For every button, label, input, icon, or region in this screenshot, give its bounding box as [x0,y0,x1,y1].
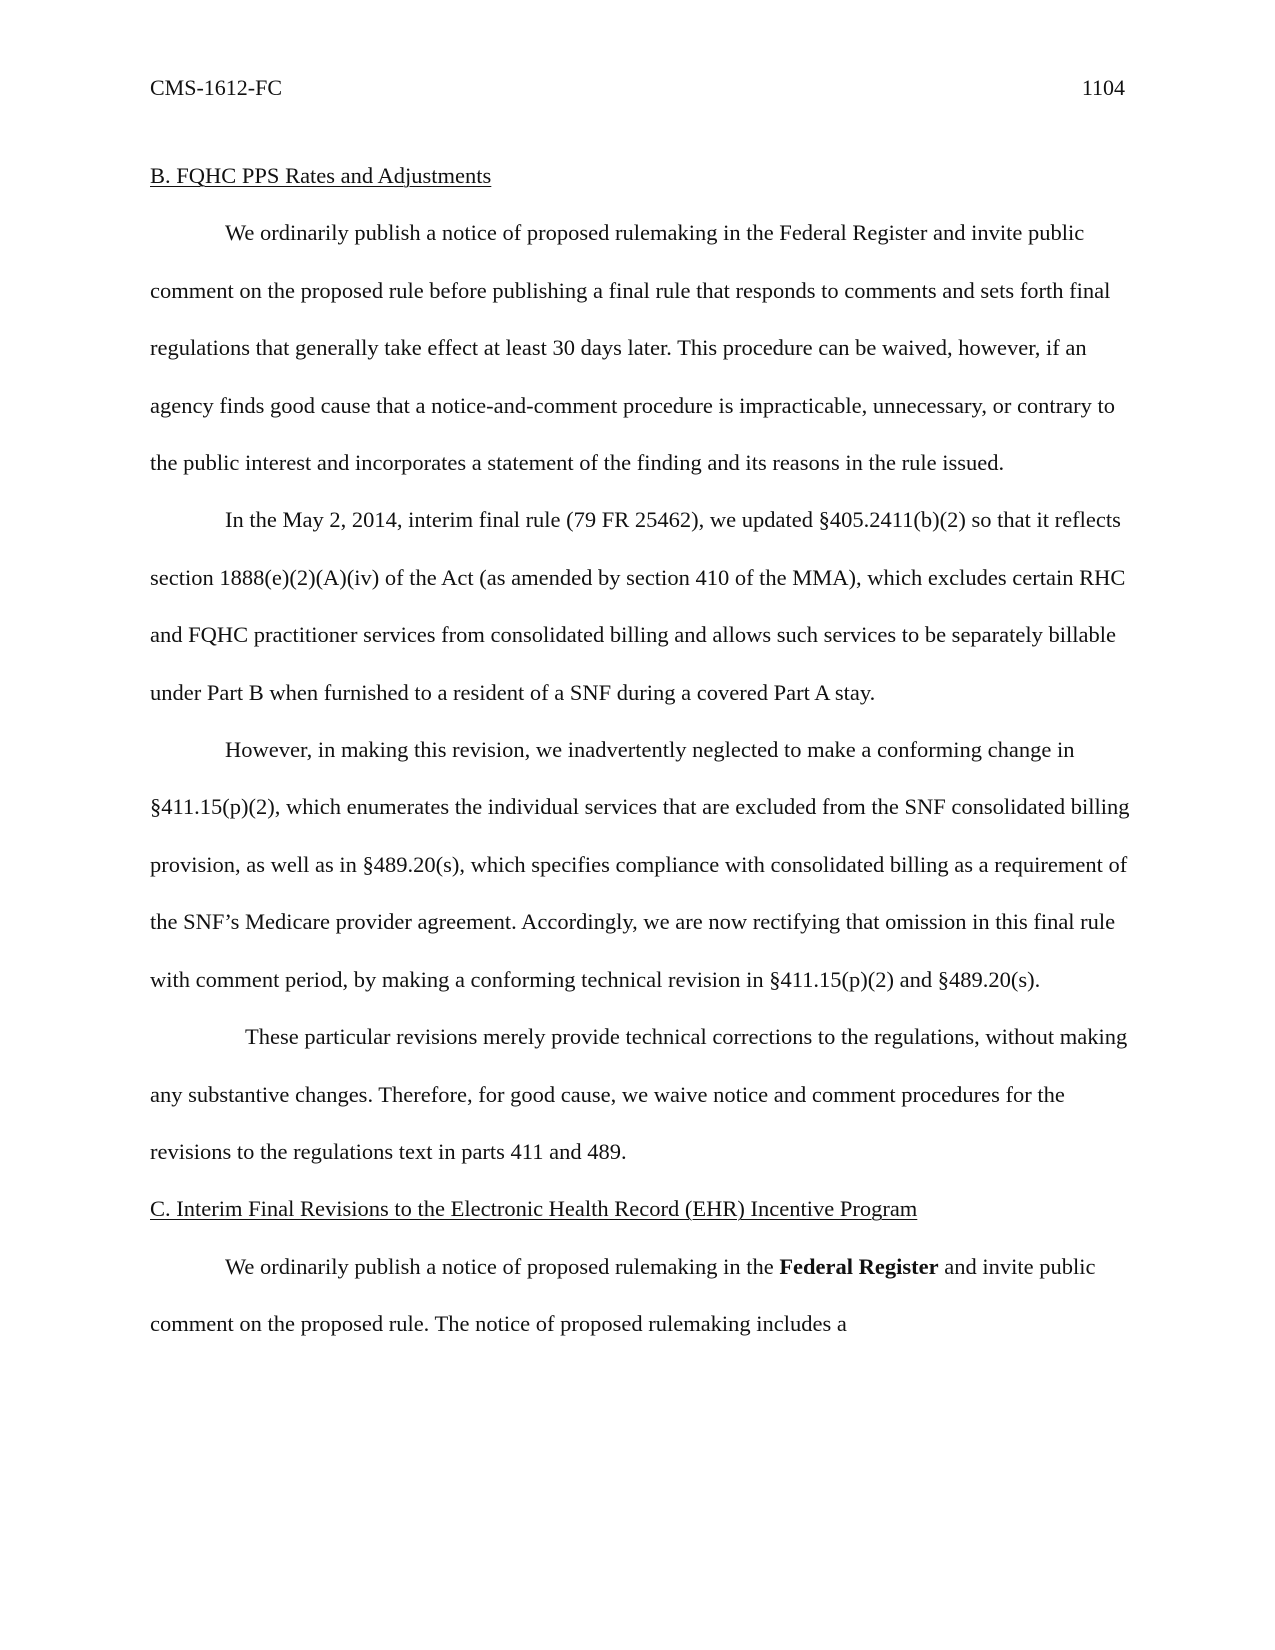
document-id: CMS-1612-FC [150,75,283,100]
section-b-paragraph-3: However, in making this revision, we inadvertently neglected to make a conforming change in §411.15(p)(2), which enumerates the individual services that are excluded from the SNF consolidated billing provision, as well as in §489.20(s), which specifies compliance with consolidated billing as a requirement of the SNF’s Medicare provider agreement. Accordingly, we are now rectifying that omission in this final rule with comment period, by making a conforming technical revision in §411.15(p)(2) and §489.20(s). [150,737,1130,992]
federal-register-bold: Federal Register [779,1253,939,1279]
section-b-paragraph-4: These particular revisions merely provide technical corrections to the regulations, without making any substantive changes. Therefore, for good cause, we waive notice and comment procedures for the revisions to the regulations text in parts 411 and 489. [150,1024,1128,1164]
document-body [150,147,1130,1353]
section-b-heading: B. FQHC PPS Rates and Adjustments [150,163,492,188]
section-c-text-before: We ordinarily publish a notice of proposed rulemaking in the [225,1253,780,1279]
page-number: 1104 [1081,75,1125,100]
section-c-heading: C. Interim Final Revisions to the Electronic Health Record (EHR) Incentive Program [150,1196,918,1222]
section-c-text-after: and invite public comment on the proposed rule. The notice of proposed rulemaking includes a [150,1253,1096,1337]
section-b-paragraph-2: In the May 2, 2014, interim final rule (79 FR 25462), we updated §405.2411(b)(2) so that it reflects section 1888(e)(2)(A)(iv) of the Act (as amended by section 410 of the MMA), which excludes certain RHC and FQHC practitioner services from consolidated billing and allows such services to be separately billable under Part B when furnished to a resident of a SNF during a covered Part A stay. [150,507,1126,705]
section-c-paragraph-1 [150,1238,1130,1353]
section-b-paragraph-1: We ordinarily publish a notice of proposed rulemaking in the Federal Register and invite public comment on the proposed rule before publishing a final rule that responds to comments and sets forth final regulations that generally take effect at least 30 days later. This procedure can be waived, however, if an agency finds good cause that a notice-and-comment procedure is impracticable, unnecessary, or contrary to the public interest and incorporates a statement of the finding and its reasons in the rule issued. [150,220,1116,476]
